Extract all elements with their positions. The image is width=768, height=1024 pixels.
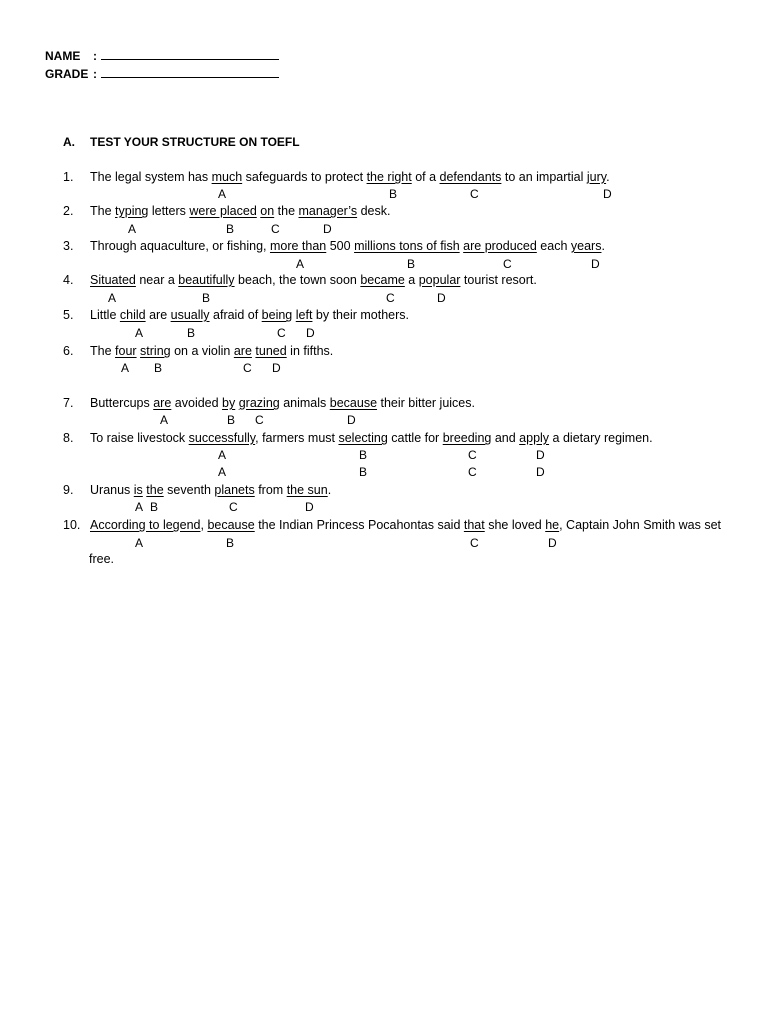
option-b-label: B [226, 222, 235, 236]
underlined-phrase: four [115, 344, 137, 358]
sentence-fragment: Little [90, 308, 120, 322]
option-b-label: B [150, 500, 159, 514]
sentence-fragment: safeguards to protect [242, 170, 367, 184]
sentence-fragment: . [601, 239, 605, 253]
option-d-label: D [548, 536, 557, 550]
option-d-label: D [272, 361, 281, 375]
sentence-fragment: , [200, 518, 208, 532]
underlined-phrase: defendants [439, 170, 502, 184]
underlined-phrase: being [261, 308, 293, 322]
sentence-fragment: the Indian Princess Pocahontas said [254, 518, 464, 532]
sentence-fragment: from [254, 483, 287, 497]
question-text [90, 344, 333, 358]
option-c-label: C [243, 361, 252, 375]
sentence-fragment: seventh [163, 483, 215, 497]
option-a-label: A [121, 361, 130, 375]
grade-field[interactable] [101, 66, 279, 78]
sentence-fragment: The [90, 344, 116, 358]
option-c-label: C [386, 291, 395, 305]
question-text [90, 204, 390, 218]
question-text [90, 170, 610, 184]
underlined-phrase: are [153, 396, 172, 410]
question-continuation: free. [89, 552, 115, 566]
underlined-phrase: by [222, 396, 236, 410]
option-c-label: C [503, 257, 512, 271]
underlined-phrase: string [140, 344, 171, 358]
underlined-phrase: left [295, 308, 313, 322]
question-number: 3. [63, 239, 74, 253]
option-a-label: A [218, 465, 227, 479]
underlined-phrase: because [207, 518, 255, 532]
section-letter: A. [63, 135, 75, 149]
underlined-phrase: more than [269, 239, 327, 253]
sentence-fragment: their bitter juices. [377, 396, 475, 410]
underlined-phrase: that [463, 518, 485, 532]
underlined-phrase: are [233, 344, 252, 358]
question-text [90, 483, 331, 497]
sentence-fragment: are [145, 308, 171, 322]
underlined-phrase: years [570, 239, 602, 253]
sentence-fragment: beach, the town soon [234, 273, 361, 287]
underlined-phrase: child [119, 308, 146, 322]
option-d-label: D [536, 465, 545, 479]
underlined-phrase: the right [366, 170, 412, 184]
underlined-phrase: millions tons of fish [354, 239, 460, 253]
option-d-label: D [437, 291, 446, 305]
underlined-phrase: became [360, 273, 405, 287]
sentence-fragment: . [606, 170, 610, 184]
underlined-phrase: planets [214, 483, 255, 497]
question-text [90, 396, 475, 410]
option-b-label: B [202, 291, 211, 305]
question-number: 2. [63, 204, 74, 218]
grade-colon: : [93, 67, 97, 81]
underlined-phrase: tuned [255, 344, 287, 358]
option-a-label: A [135, 500, 144, 514]
option-b-label: B [187, 326, 196, 340]
option-d-label: D [591, 257, 600, 271]
sentence-fragment: she loved [484, 518, 546, 532]
sentence-fragment: , farmers must [255, 431, 339, 445]
option-c-label: C [470, 187, 479, 201]
option-b-label: B [359, 465, 368, 479]
question-text [90, 239, 605, 253]
sentence-fragment: Buttercups [90, 396, 154, 410]
option-d-label: D [603, 187, 612, 201]
underlined-phrase: because [329, 396, 378, 410]
sentence-fragment: avoided [171, 396, 223, 410]
underlined-phrase: popular [418, 273, 461, 287]
option-a-label: A [160, 413, 169, 427]
sentence-fragment: letters [148, 204, 190, 218]
sentence-fragment: a dietary regimen. [549, 431, 653, 445]
underlined-phrase: Situated [90, 273, 136, 287]
underlined-phrase: much [211, 170, 243, 184]
sentence-fragment: . [327, 483, 332, 497]
option-d-label: D [323, 222, 332, 236]
question-number: 6. [63, 344, 74, 358]
option-a-label: A [128, 222, 137, 236]
underlined-phrase: manager’s [298, 204, 358, 218]
option-c-label: C [470, 536, 479, 550]
option-d-label: D [305, 500, 314, 514]
stray-option-c-label: C [468, 448, 477, 462]
sentence-fragment: the [274, 204, 299, 218]
underlined-phrase: According to legend [90, 518, 201, 532]
option-d-label: D [306, 326, 315, 340]
option-d-label: D [347, 413, 356, 427]
sentence-fragment: animals [279, 396, 330, 410]
sentence-fragment: in fifths. [286, 344, 334, 358]
underlined-phrase: the [146, 483, 164, 497]
grade-label: GRADE [45, 67, 89, 81]
option-a-label: A [296, 257, 305, 271]
question-number: 4. [63, 273, 74, 287]
sentence-fragment: cattle for [387, 431, 443, 445]
section-heading: TEST YOUR STRUCTURE ON TOEFL [90, 135, 300, 149]
sentence-fragment: , Captain John Smith was set [559, 518, 721, 532]
sentence-fragment: desk. [357, 204, 391, 218]
question-number: 5. [63, 308, 74, 322]
option-b-label: B [154, 361, 163, 375]
question-text [90, 431, 653, 445]
option-c-label: C [271, 222, 280, 236]
name-field[interactable] [101, 48, 279, 60]
underlined-phrase: are produced [463, 239, 537, 253]
sentence-fragment: To raise livestock [90, 431, 189, 445]
underlined-phrase: on [260, 204, 275, 218]
underlined-phrase: beautifully [178, 273, 235, 287]
option-a-label: A [135, 536, 144, 550]
stray-option-a-label: A [218, 448, 227, 462]
underlined-phrase: the sun [286, 483, 328, 497]
sentence-fragment: tourist resort. [460, 273, 537, 287]
question-number: 9. [63, 483, 74, 497]
sentence-fragment: of a [411, 170, 440, 184]
option-b-label: B [389, 187, 398, 201]
sentence-fragment: near a [135, 273, 179, 287]
question-text [90, 518, 721, 532]
sentence-fragment: and [491, 431, 520, 445]
sentence-fragment: by their mothers. [312, 308, 410, 322]
underlined-phrase: usually [170, 308, 210, 322]
question-number: 10. [63, 518, 81, 532]
option-c-label: C [468, 465, 477, 479]
sentence-fragment: on a violin [170, 344, 234, 358]
stray-option-b-label: B [359, 448, 368, 462]
sentence-fragment: a [404, 273, 419, 287]
underlined-phrase: selecting [338, 431, 388, 445]
section-title [63, 135, 300, 149]
name-row [45, 48, 279, 63]
sentence-fragment: Through aquaculture, or fishing, [90, 239, 270, 253]
sentence-fragment: The [90, 204, 116, 218]
question-number: 7. [63, 396, 74, 410]
option-c-label: C [277, 326, 286, 340]
sentence-fragment: to an impartial [501, 170, 587, 184]
question-number: 8. [63, 431, 74, 445]
option-b-label: B [407, 257, 416, 271]
option-b-label: B [227, 413, 236, 427]
underlined-phrase: were placed [189, 204, 257, 218]
option-b-label: B [226, 536, 235, 550]
name-label: NAME [45, 49, 81, 63]
underlined-phrase: breeding [442, 431, 492, 445]
sentence-fragment: afraid of [209, 308, 262, 322]
question-number: 1. [63, 170, 74, 184]
option-a-label: A [135, 326, 144, 340]
option-c-label: C [229, 500, 238, 514]
name-colon: : [93, 49, 97, 63]
grade-row [45, 66, 279, 81]
question-text [90, 308, 409, 322]
sentence-fragment: The legal system has [90, 170, 212, 184]
underlined-phrase: is [133, 483, 143, 497]
option-c-label: C [255, 413, 264, 427]
option-a-label: A [218, 187, 227, 201]
underlined-phrase: apply [519, 431, 550, 445]
underlined-phrase: successfully [188, 431, 256, 445]
underlined-phrase: grazing [238, 396, 280, 410]
sentence-fragment: each [536, 239, 571, 253]
option-a-label: A [108, 291, 117, 305]
underlined-phrase: typing [115, 204, 149, 218]
sentence-fragment: 500 [326, 239, 355, 253]
question-text [90, 273, 537, 287]
sentence-fragment: Uranus [90, 483, 134, 497]
underlined-phrase: he [545, 518, 560, 532]
underlined-phrase: jury [586, 170, 607, 184]
stray-option-d-label: D [536, 448, 545, 462]
